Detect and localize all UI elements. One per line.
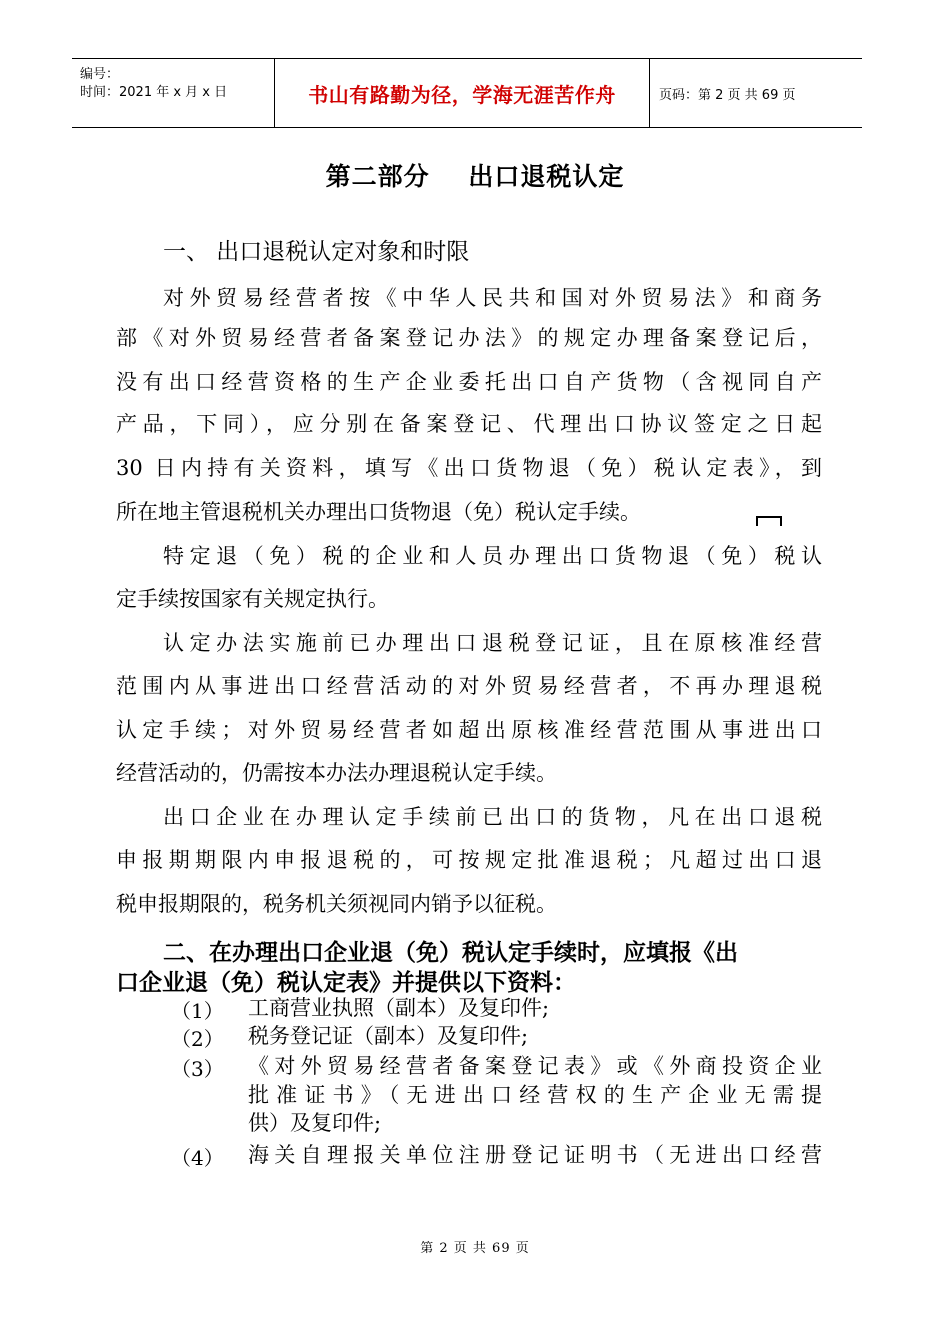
p3-line: 认定办法实施前已办理出口退税登记证，且在原核准经营: [163, 631, 822, 655]
list-item: 供）及复印件;: [248, 1111, 382, 1135]
p3-line: 经营活动的，仍需按本办法办理退税认定手续。: [116, 761, 557, 785]
section2-heading: 二、在办理出口企业退（免）税认定手续时，应填报《出: [163, 940, 738, 966]
p4-line: 申报期期限内申报退税的，可按规定批准退税；凡超过出口退: [116, 848, 822, 872]
p2-line: 特定退（免）税的企业和人员办理出口货物退（免）税认: [163, 544, 822, 568]
p3-line: 范围内从事进出口经营活动的对外贸易经营者，不再办理退税: [116, 674, 822, 698]
page-info: 页码：第 2 页 共 69 页: [659, 87, 796, 103]
section1-heading: 一、 出口退税认定对象和时限: [163, 239, 470, 265]
p1-line: 对外贸易经营者按《中华人民共和国对外贸易法》和商务: [163, 286, 822, 310]
date-label: 时间：2021 年 x 月 x 日: [80, 85, 228, 100]
page-header: [72, 58, 862, 128]
page-footer: 第 2 页 共 69 页: [420, 1241, 530, 1256]
motto: 书山有路勤为径，学海无涯苦作舟: [308, 82, 616, 107]
p2-line: 定手续按国家有关规定执行。: [116, 587, 389, 611]
number-label: 编号：: [80, 67, 120, 82]
list-item: 海关自理报关单位注册登记证明书（无进出口经营: [248, 1143, 822, 1167]
list-item-number: （4）: [171, 1146, 224, 1170]
list-item: 工商营业执照（副本）及复印件;: [248, 996, 550, 1020]
p4-line: 出口企业在办理认定手续前已出口的货物，凡在出口退税: [163, 805, 822, 829]
p1-line: 没有出口经营资格的生产企业委托出口自产货物（含视同自产: [116, 370, 822, 394]
p1-line: 部《对外贸易经营者备案登记办法》的规定办理备案登记后，: [116, 326, 822, 350]
header-motto-cell: [274, 59, 650, 127]
p4-line: 税申报期限的，税务机关须视同内销予以征税。: [116, 892, 557, 916]
page-title: 第二部分 出口退税认定: [325, 162, 625, 191]
section2-heading-cont: 口企业退（免）税认定表》并提供以下资料：: [116, 970, 576, 996]
header-meta: [72, 59, 274, 127]
header-page-cell: [649, 59, 862, 127]
list-item: 《对外贸易经营者备案登记表》或《外商投资企业: [248, 1054, 822, 1078]
edit-mark: [756, 516, 782, 526]
list-item-number: （1）: [171, 999, 224, 1023]
list-item: 批准证书》（无进出口经营权的生产企业无需提: [248, 1083, 822, 1107]
list-item-number: （2）: [171, 1027, 224, 1051]
list-item-number: （3）: [171, 1057, 224, 1081]
p1-line: 产品，下同），应分别在备案登记、代理出口协议签定之日起: [116, 412, 822, 436]
p1-line: 30 日内持有关资料，填写《出口货物退（免）税认定表》，到: [116, 456, 822, 480]
p3-line: 认定手续；对外贸易经营者如超出原核准经营范围从事进出口: [116, 718, 822, 742]
list-item: 税务登记证（副本）及复印件;: [248, 1024, 529, 1048]
p1-line: 所在地主管退税机关办理出口货物退（免）税认定手续。: [116, 500, 641, 524]
